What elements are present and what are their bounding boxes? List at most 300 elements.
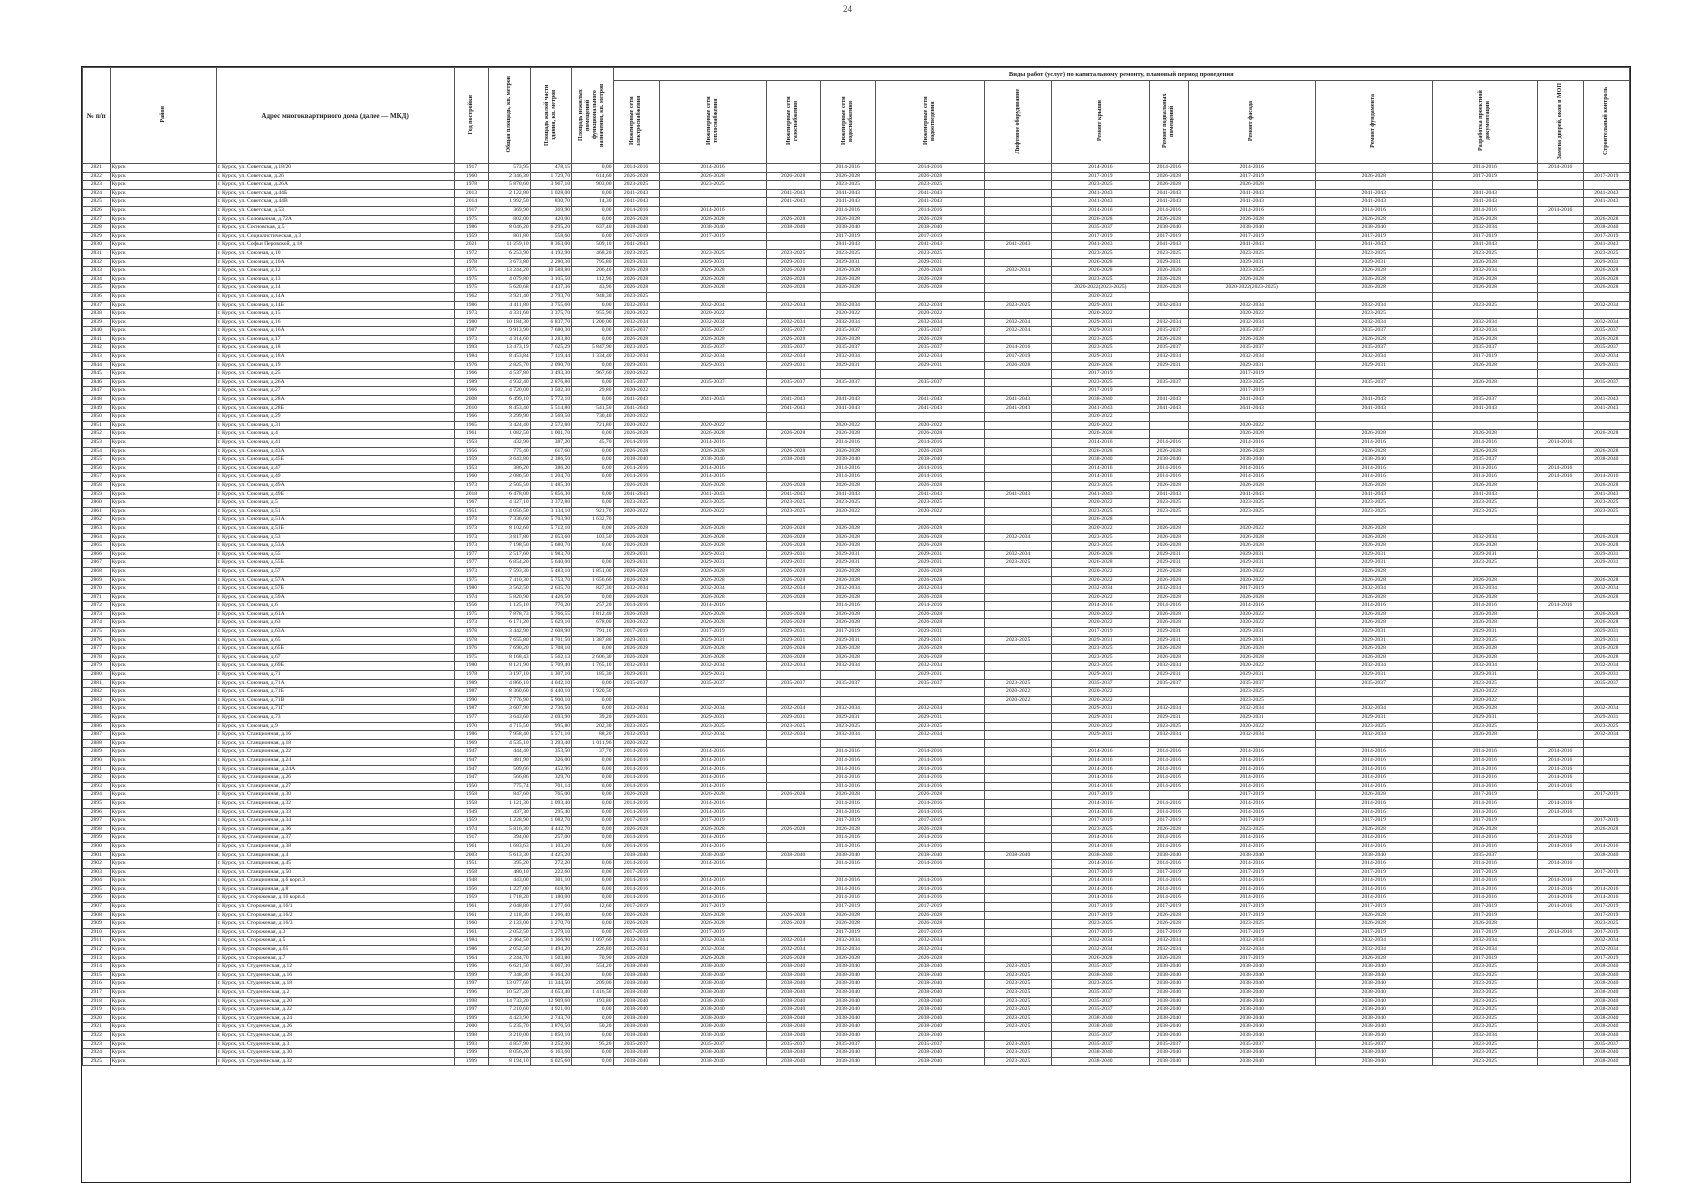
cell-work-period: 2032-2034 bbox=[1188, 353, 1315, 362]
cell-work-period: 2041-2043 bbox=[1188, 198, 1315, 207]
cell-address: г. Курск, ул. Союзная, д.59А bbox=[216, 593, 454, 602]
cell-work-period bbox=[1583, 834, 1629, 843]
cell-work-period: 2020-2022 bbox=[613, 739, 659, 748]
cell-work-period: 2014-2016 bbox=[1583, 894, 1629, 903]
table-row bbox=[83, 413, 1630, 422]
cell-total-area: 5 816,30 bbox=[489, 825, 530, 834]
table-row bbox=[83, 671, 1630, 680]
cell-work-period: 2032-2034 bbox=[1188, 946, 1315, 955]
cell-work-period: 2041-2043 bbox=[1432, 198, 1537, 207]
table-row bbox=[83, 636, 1630, 645]
cell-nonresidential-area: 5 847,90 bbox=[572, 344, 613, 353]
cell-work-period: 2026-2028 bbox=[613, 911, 659, 920]
cell-work-period: 2038-2040 bbox=[1052, 971, 1150, 980]
cell-total-area: 847,60 bbox=[489, 791, 530, 800]
cell-district: Курск bbox=[110, 714, 216, 723]
cell-work-period: 2023-2025 bbox=[766, 249, 820, 258]
cell-work-period: 2029-2031 bbox=[613, 559, 659, 568]
cell-work-period: 2026-2028 bbox=[1188, 593, 1315, 602]
cell-year: 1997 bbox=[454, 980, 489, 989]
cell-work-period: 2026-2028 bbox=[1432, 542, 1537, 551]
cell-work-period: 2038-2040 bbox=[875, 1049, 984, 1058]
table-row bbox=[83, 1057, 1630, 1066]
cell-work-period: 2041-2043 bbox=[766, 189, 820, 198]
table-row bbox=[83, 920, 1630, 929]
cell-work-period: 2026-2028 bbox=[659, 920, 766, 929]
cell-residential-area: 12 909,60 bbox=[530, 997, 571, 1006]
cell-total-area: 14 733,20 bbox=[489, 997, 530, 1006]
cell-work-period: 2035-2037 bbox=[1188, 1040, 1315, 1049]
cell-nonresidential-area: 0,00 bbox=[572, 473, 613, 482]
cell-total-area: 13 473,19 bbox=[489, 344, 530, 353]
cell-work-period: 2017-2019 bbox=[1583, 868, 1629, 877]
cell-year: 1973 bbox=[454, 619, 489, 628]
table-row bbox=[83, 1040, 1630, 1049]
cell-work-period: 2017-2019 bbox=[1188, 954, 1315, 963]
table-row bbox=[83, 971, 1630, 980]
cell-work-period: 2032-2034 bbox=[1432, 318, 1537, 327]
cell-work-period bbox=[985, 516, 1052, 525]
cell-address: г. Курск, ул. Союзная, д.57 bbox=[216, 567, 454, 576]
cell-work-period: 2020-2022 bbox=[613, 619, 659, 628]
cell-address: г. Курск, ул. Союзная, д.45Б bbox=[216, 456, 454, 465]
cell-work-period: 2032-2034 bbox=[875, 353, 984, 362]
cell-address: г. Курск, ул. Союзная, д.13 bbox=[216, 275, 454, 284]
cell-work-period bbox=[1432, 181, 1537, 190]
cell-work-period: 2032-2034 bbox=[613, 946, 659, 955]
cell-work-period bbox=[1537, 344, 1583, 353]
cell-total-area: 8 194,10 bbox=[489, 1057, 530, 1066]
cell-work-period: 2014-2016 bbox=[659, 834, 766, 843]
cell-nonresidential-area: 541,50 bbox=[572, 404, 613, 413]
cell-year: 1947 bbox=[454, 774, 489, 783]
cell-total-area: 3 197,10 bbox=[489, 671, 530, 680]
cell-total-area: 6 478,00 bbox=[489, 490, 530, 499]
cell-residential-area: 4 653,40 bbox=[530, 989, 571, 998]
cell-work-period: 2014-2016 bbox=[1432, 206, 1537, 215]
cell-work-period: 2038-2040 bbox=[1052, 1014, 1150, 1023]
table-row bbox=[83, 696, 1630, 705]
cell-total-area: 437,30 bbox=[489, 808, 530, 817]
cell-work-period: 2020-2022 bbox=[613, 421, 659, 430]
cell-address: г. Курск, ул. Советская, д.44Б bbox=[216, 189, 454, 198]
cell-work-period bbox=[1583, 808, 1629, 817]
cell-work-period bbox=[1583, 799, 1629, 808]
cell-work-period: 2014-2016 bbox=[1315, 808, 1432, 817]
cell-address: г. Курск, ул. Станционная, д.24 bbox=[216, 756, 454, 765]
cell-work-period: 2032-2034 bbox=[613, 662, 659, 671]
cell-work-period: 2014-2016 bbox=[1583, 842, 1629, 851]
table-row bbox=[83, 980, 1630, 989]
cell-work-period: 2038-2040 bbox=[659, 963, 766, 972]
cell-nonresidential-area: 0,00 bbox=[572, 971, 613, 980]
cell-address: г. Курск, ул. Союзная, д.29 bbox=[216, 413, 454, 422]
cell-work-period: 2014-2016 bbox=[1052, 799, 1150, 808]
cell-work-period: 2038-2040 bbox=[875, 851, 984, 860]
cell-work-period: 2023-2025 bbox=[1315, 310, 1432, 319]
cell-work-period: 2017-2019 bbox=[1052, 628, 1150, 637]
cell-work-period bbox=[766, 671, 820, 680]
cell-work-period bbox=[985, 911, 1052, 920]
cell-year: 1977 bbox=[454, 714, 489, 723]
cell-work-period bbox=[659, 387, 766, 396]
cell-work-period bbox=[613, 516, 659, 525]
cell-district: Курск bbox=[110, 189, 216, 198]
cell-work-period: 2014-2016 bbox=[820, 439, 875, 448]
header-work-7: Ремонт подвальных помещений bbox=[1149, 81, 1188, 164]
cell-work-period: 2020-2022 bbox=[1432, 688, 1537, 697]
cell-residential-area: 257,00 bbox=[530, 834, 571, 843]
cell-address: г. Курск, ул. Союзная, д.65 bbox=[216, 636, 454, 645]
cell-work-period: 2026-2028 bbox=[1315, 430, 1432, 439]
cell-residential-area: 1 204,70 bbox=[530, 473, 571, 482]
cell-residential-area: 11 344,50 bbox=[530, 980, 571, 989]
cell-work-period: 2026-2028 bbox=[1583, 335, 1629, 344]
cell-year: 2013 bbox=[454, 189, 489, 198]
cell-num: 2844 bbox=[83, 361, 111, 370]
cell-residential-area: 329,70 bbox=[530, 774, 571, 783]
cell-work-period: 2038-2040 bbox=[613, 971, 659, 980]
cell-work-period: 2026-2028 bbox=[1432, 215, 1537, 224]
cell-work-period: 2032-2034 bbox=[820, 946, 875, 955]
cell-work-period: 2014-2016 bbox=[613, 842, 659, 851]
cell-work-period bbox=[1315, 292, 1432, 301]
cell-work-period: 2032-2034 bbox=[1432, 1031, 1537, 1040]
cell-work-period bbox=[1432, 567, 1537, 576]
cell-nonresidential-area: 0,00 bbox=[572, 791, 613, 800]
cell-address: г. Курск, ул. Союзная, д.18А bbox=[216, 353, 454, 362]
cell-year: 1966 bbox=[454, 413, 489, 422]
cell-work-period: 2041-2043 bbox=[1052, 490, 1150, 499]
cell-work-period: 2035-2037 bbox=[1432, 344, 1537, 353]
cell-work-period: 2038-2040 bbox=[820, 1023, 875, 1032]
cell-work-period: 2014-2016 bbox=[613, 473, 659, 482]
cell-work-period: 2026-2028 bbox=[1188, 275, 1315, 284]
cell-work-period: 2014-2016 bbox=[1315, 842, 1432, 851]
cell-work-period: 2023-2025 bbox=[1432, 249, 1537, 258]
cell-district: Курск bbox=[110, 267, 216, 276]
cell-work-period: 2026-2028 bbox=[1149, 610, 1188, 619]
cell-district: Курск bbox=[110, 791, 216, 800]
cell-num: 2915 bbox=[83, 971, 111, 980]
cell-work-period: 2017-2019 bbox=[1052, 817, 1150, 826]
cell-work-period: 2026-2028 bbox=[1149, 576, 1188, 585]
cell-district: Курск bbox=[110, 327, 216, 336]
cell-work-period: 2038-2040 bbox=[875, 989, 984, 998]
cell-num: 2905 bbox=[83, 885, 111, 894]
cell-total-area: 4 411,80 bbox=[489, 301, 530, 310]
cell-work-period: 2026-2028 bbox=[1052, 550, 1150, 559]
cell-residential-area: 7 625,29 bbox=[530, 344, 571, 353]
cell-year: 1999 bbox=[454, 1014, 489, 1023]
cell-work-period bbox=[1432, 524, 1537, 533]
cell-district: Курск bbox=[110, 1031, 216, 1040]
cell-work-period: 2026-2028 bbox=[1188, 447, 1315, 456]
table-row bbox=[83, 722, 1630, 731]
cell-work-period: 2020-2022 bbox=[659, 507, 766, 516]
cell-work-period bbox=[766, 748, 820, 757]
cell-total-area: 8 046,20 bbox=[489, 224, 530, 233]
cell-year: 1960 bbox=[454, 473, 489, 482]
cell-work-period: 2032-2034 bbox=[766, 585, 820, 594]
cell-work-period: 2035-2037 bbox=[1052, 1031, 1150, 1040]
cell-work-period: 2023-2025 bbox=[875, 722, 984, 731]
cell-work-period: 2026-2028 bbox=[659, 610, 766, 619]
table-row bbox=[83, 387, 1630, 396]
cell-residential-area: 1 279,10 bbox=[530, 928, 571, 937]
cell-work-period bbox=[1537, 739, 1583, 748]
cell-total-area: 9 913,90 bbox=[489, 327, 530, 336]
cell-work-period: 2023-2025 bbox=[1432, 507, 1537, 516]
cell-work-period: 2014-2016 bbox=[1188, 473, 1315, 482]
cell-work-period bbox=[1149, 696, 1188, 705]
cell-work-period: 2038-2040 bbox=[1149, 963, 1188, 972]
header-work-8: Ремонт фасада bbox=[1188, 81, 1315, 164]
cell-work-period bbox=[985, 473, 1052, 482]
cell-residential-area: 5 856,30 bbox=[530, 490, 571, 499]
cell-num: 2822 bbox=[83, 172, 111, 181]
cell-work-period: 2038-2040 bbox=[613, 1023, 659, 1032]
cell-work-period bbox=[1537, 241, 1583, 250]
cell-work-period bbox=[985, 456, 1052, 465]
cell-work-period bbox=[1537, 499, 1583, 508]
cell-nonresidential-area: 39,20 bbox=[572, 714, 613, 723]
cell-num: 2922 bbox=[83, 1031, 111, 1040]
cell-total-area: 4 327,10 bbox=[489, 499, 530, 508]
cell-total-area: 13 244,20 bbox=[489, 267, 530, 276]
cell-work-period: 2026-2028 bbox=[1583, 619, 1629, 628]
cell-work-period: 2014-2016 bbox=[613, 774, 659, 783]
cell-work-period: 2023-2025 bbox=[1315, 249, 1432, 258]
cell-work-period: 2026-2028 bbox=[766, 481, 820, 490]
cell-work-period: 2041-2043 bbox=[1583, 189, 1629, 198]
cell-work-period bbox=[1052, 739, 1150, 748]
cell-work-period: 2014-2016 bbox=[1432, 860, 1537, 869]
cell-work-period: 2041-2043 bbox=[1052, 198, 1150, 207]
cell-total-area: 2 244,70 bbox=[489, 954, 530, 963]
cell-num: 2877 bbox=[83, 645, 111, 654]
cell-num: 2911 bbox=[83, 937, 111, 946]
cell-work-period: 2038-2040 bbox=[613, 224, 659, 233]
cell-work-period bbox=[1149, 791, 1188, 800]
cell-work-period: 2029-2031 bbox=[1432, 550, 1537, 559]
cell-work-period bbox=[985, 894, 1052, 903]
cell-work-period: 2038-2040 bbox=[1583, 224, 1629, 233]
cell-address: г. Курск, ул. Союзная, д.14А bbox=[216, 292, 454, 301]
cell-work-period bbox=[1537, 396, 1583, 405]
cell-work-period bbox=[1537, 181, 1583, 190]
cell-work-period: 2026-2028 bbox=[820, 275, 875, 284]
cell-work-period: 2026-2028 bbox=[985, 361, 1052, 370]
cell-residential-area: 386,20 bbox=[530, 464, 571, 473]
cell-work-period bbox=[1583, 206, 1629, 215]
cell-nonresidential-area: 730,40 bbox=[572, 413, 613, 422]
cell-district: Курск bbox=[110, 971, 216, 980]
cell-work-period: 2017-2019 bbox=[613, 868, 659, 877]
cell-work-period: 2035-2037 bbox=[1149, 327, 1188, 336]
cell-work-period bbox=[1537, 662, 1583, 671]
cell-work-period: 2026-2028 bbox=[613, 645, 659, 654]
cell-total-area: 2 133,00 bbox=[489, 920, 530, 929]
cell-work-period bbox=[875, 292, 984, 301]
cell-work-period bbox=[766, 516, 820, 525]
cell-work-period: 2014-2016 bbox=[875, 885, 984, 894]
cell-total-area: 7 348,30 bbox=[489, 971, 530, 980]
cell-work-period: 2026-2028 bbox=[1315, 284, 1432, 293]
cell-num: 2903 bbox=[83, 868, 111, 877]
cell-work-period bbox=[1432, 421, 1537, 430]
cell-address: г. Курск, ул. Стороженая, д.3 bbox=[216, 928, 454, 937]
cell-address: г. Курск, ул. Союзная, д.28А bbox=[216, 396, 454, 405]
cell-district: Курск bbox=[110, 284, 216, 293]
cell-total-area: 7 198,50 bbox=[489, 542, 530, 551]
cell-work-period: 2029-2031 bbox=[820, 714, 875, 723]
cell-year: 1998 bbox=[454, 1031, 489, 1040]
cell-district: Курск bbox=[110, 387, 216, 396]
cell-work-period: 2017-2019 bbox=[1052, 791, 1150, 800]
cell-work-period bbox=[1537, 378, 1583, 387]
cell-work-period: 2038-2040 bbox=[875, 224, 984, 233]
cell-nonresidential-area: 0,00 bbox=[572, 215, 613, 224]
cell-work-period: 2029-2031 bbox=[1315, 258, 1432, 267]
cell-residential-area: 3 134,10 bbox=[530, 507, 571, 516]
cell-total-area: 2 464,50 bbox=[489, 937, 530, 946]
cell-work-period bbox=[613, 688, 659, 697]
cell-work-period: 2020-2022 bbox=[613, 413, 659, 422]
cell-work-period: 2026-2028 bbox=[613, 447, 659, 456]
cell-work-period: 2017-2019 bbox=[875, 232, 984, 241]
cell-work-period: 2017-2019 bbox=[1149, 232, 1188, 241]
cell-work-period: 2038-2040 bbox=[820, 1049, 875, 1058]
cell-district: Курск bbox=[110, 1006, 216, 1015]
table-row bbox=[83, 593, 1630, 602]
cell-work-period: 2026-2028 bbox=[1315, 619, 1432, 628]
cell-work-period bbox=[1583, 421, 1629, 430]
cell-work-period bbox=[1537, 249, 1583, 258]
cell-residential-area: 369,90 bbox=[530, 206, 571, 215]
cell-work-period: 2014-2016 bbox=[1315, 206, 1432, 215]
cell-work-period: 2023-2025 bbox=[985, 1040, 1052, 1049]
table-row bbox=[83, 292, 1630, 301]
cell-work-period: 2014-2016 bbox=[1149, 774, 1188, 783]
cell-work-period: 2029-2031 bbox=[1315, 714, 1432, 723]
cell-work-period: 2026-2028 bbox=[820, 593, 875, 602]
cell-work-period: 2026-2028 bbox=[613, 481, 659, 490]
cell-work-period: 2026-2028 bbox=[1188, 335, 1315, 344]
cell-work-period bbox=[1537, 533, 1583, 542]
cell-work-period: 2029-2031 bbox=[1149, 559, 1188, 568]
cell-work-period: 2023-2025 bbox=[985, 989, 1052, 998]
page-number: 24 bbox=[843, 4, 852, 14]
cell-work-period: 2032-2034 bbox=[1583, 731, 1629, 740]
cell-year: 2008 bbox=[454, 396, 489, 405]
table-row bbox=[83, 714, 1630, 723]
cell-work-period: 2032-2034 bbox=[613, 705, 659, 714]
table-row bbox=[83, 619, 1630, 628]
cell-work-period: 2020-2022 bbox=[985, 696, 1052, 705]
cell-work-period: 2014-2016 bbox=[820, 842, 875, 851]
cell-address: г. Курск, ул. Советская, д.26 bbox=[216, 172, 454, 181]
cell-work-period bbox=[766, 894, 820, 903]
cell-work-period: 2038-2040 bbox=[875, 1023, 984, 1032]
cell-work-period: 2038-2040 bbox=[1583, 851, 1629, 860]
cell-work-period: 2014-2016 bbox=[1149, 834, 1188, 843]
cell-work-period: 2032-2034 bbox=[659, 731, 766, 740]
cell-year: 1965 bbox=[454, 421, 489, 430]
cell-work-period bbox=[1315, 739, 1432, 748]
cell-work-period: 2026-2028 bbox=[1188, 215, 1315, 224]
cell-district: Курск bbox=[110, 671, 216, 680]
cell-work-period: 2017-2019 bbox=[659, 232, 766, 241]
cell-year: 1974 bbox=[454, 593, 489, 602]
cell-work-period: 2038-2040 bbox=[1052, 1049, 1150, 1058]
cell-work-period: 2026-2028 bbox=[1315, 911, 1432, 920]
cell-work-period bbox=[985, 722, 1052, 731]
capital-repair-table-sheet bbox=[81, 66, 1631, 1183]
cell-work-period: 2035-2037 bbox=[613, 327, 659, 336]
cell-work-period: 2038-2040 bbox=[875, 456, 984, 465]
cell-work-period: 2020-2022 bbox=[875, 421, 984, 430]
cell-total-area: 444,40 bbox=[489, 748, 530, 757]
cell-work-period: 2026-2028 bbox=[820, 524, 875, 533]
cell-work-period bbox=[1583, 567, 1629, 576]
cell-work-period bbox=[1537, 310, 1583, 319]
cell-year: 1997 bbox=[454, 1006, 489, 1015]
cell-work-period: 2029-2031 bbox=[1583, 636, 1629, 645]
cell-work-period: 2014-2016 bbox=[613, 439, 659, 448]
cell-address: г. Курск, ул. Студенческая, д.18 bbox=[216, 980, 454, 989]
cell-district: Курск bbox=[110, 989, 216, 998]
cell-work-period: 2038-2040 bbox=[1583, 997, 1629, 1006]
cell-work-period bbox=[875, 696, 984, 705]
cell-year: 1917 bbox=[454, 164, 489, 173]
cell-total-area: 4 423,90 bbox=[489, 1014, 530, 1023]
cell-work-period: 2041-2043 bbox=[1052, 404, 1150, 413]
cell-work-period: 2014-2016 bbox=[1537, 765, 1583, 774]
cell-work-period: 2020-2022 bbox=[1188, 610, 1315, 619]
cell-work-period: 2023-2025 bbox=[1583, 499, 1629, 508]
cell-work-period: 2014-2016 bbox=[1052, 748, 1150, 757]
cell-work-period: 2026-2028 bbox=[1149, 533, 1188, 542]
cell-address: г. Курск, ул. Союзная, д.69Б bbox=[216, 662, 454, 671]
cell-work-period: 2035-2037 bbox=[1052, 679, 1150, 688]
cell-work-period: 2026-2028 bbox=[613, 567, 659, 576]
cell-work-period: 2032-2034 bbox=[659, 946, 766, 955]
cell-work-period: 2020-2022 bbox=[1188, 576, 1315, 585]
cell-work-period: 2038-2040 bbox=[613, 1031, 659, 1040]
cell-work-period bbox=[1315, 164, 1432, 173]
cell-nonresidential-area: 14,30 bbox=[572, 198, 613, 207]
cell-work-period: 2029-2031 bbox=[766, 628, 820, 637]
cell-nonresidential-area: 0,00 bbox=[572, 464, 613, 473]
cell-work-period: 2017-2019 bbox=[1432, 172, 1537, 181]
cell-work-period: 2026-2028 bbox=[820, 284, 875, 293]
cell-total-area: 2 052,50 bbox=[489, 928, 530, 937]
cell-work-period: 2026-2028 bbox=[1432, 284, 1537, 293]
cell-work-period: 2038-2040 bbox=[1583, 989, 1629, 998]
cell-work-period bbox=[766, 928, 820, 937]
cell-work-period: 2026-2028 bbox=[659, 567, 766, 576]
cell-work-period: 2041-2043 bbox=[985, 241, 1052, 250]
cell-work-period bbox=[1188, 413, 1315, 422]
cell-work-period bbox=[1537, 172, 1583, 181]
cell-work-period bbox=[613, 696, 659, 705]
table-row bbox=[83, 774, 1630, 783]
cell-work-period: 2032-2034 bbox=[1315, 353, 1432, 362]
table-row bbox=[83, 481, 1630, 490]
cell-work-period: 2038-2040 bbox=[766, 1014, 820, 1023]
cell-total-area: 1 082,50 bbox=[489, 430, 530, 439]
